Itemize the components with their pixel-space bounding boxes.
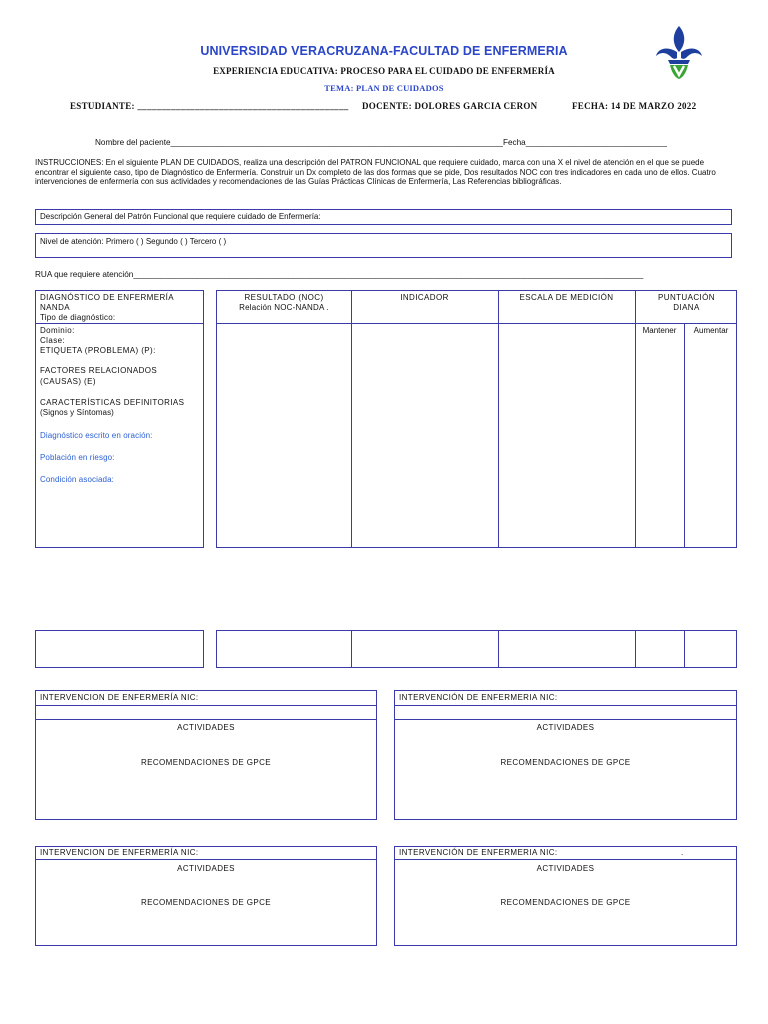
patient-name-field[interactable]: Nombre del paciente_________________________________________________________________________Fecha_______________________________ xyxy=(95,138,667,147)
intervention-2-activities: ACTIVIDADES xyxy=(536,723,595,732)
experience-subtitle: EXPERIENCIA EDUCATIVA: PROCESO PARA EL CUIDADO DE ENFERMERÍA xyxy=(213,66,555,76)
noc-table-2[interactable] xyxy=(216,630,737,668)
uv-logo xyxy=(650,22,708,80)
care-level-label: Nivel de atención: Primero ( ) Segundo ( ) Tercero ( ) xyxy=(40,237,227,246)
clase-label: Clase: xyxy=(40,336,66,345)
intervention-1-recommendations: RECOMENDACIONES DE GPCE xyxy=(140,758,272,767)
noc-table[interactable] xyxy=(216,290,737,548)
intervention-4-recommendations: RECOMENDACIONES DE GPCE xyxy=(500,898,631,907)
student-field[interactable]: ESTUDIANTE: ____________________________________________ xyxy=(70,101,349,111)
docente-label: DOCENTE: DOLORES GARCIA CERON xyxy=(362,101,538,111)
intervention-box-1[interactable] xyxy=(35,690,377,820)
causas-label: (CAUSAS) (E) xyxy=(40,377,96,386)
pattern-description-label: Descripción General del Patrón Funcional que requiere cuidado de Enfermería: xyxy=(40,212,321,221)
dominio-label: Dominio: xyxy=(40,326,75,335)
intervention-4-dot: . xyxy=(681,848,684,857)
population-risk-label: Población en riesgo: xyxy=(40,453,115,462)
noc-result-header: RESULTADO (NOC) xyxy=(244,293,324,302)
intervention-box-2[interactable] xyxy=(394,690,737,820)
signos-label: (Signos y Síntomas) xyxy=(40,408,114,417)
intervention-4-title: INTERVENCIÓN DE ENFERMERIA NIC: xyxy=(399,848,558,857)
etiqueta-label: ETIQUETA (PROBLEMA) (P): xyxy=(40,346,156,355)
diagnosis-box-2[interactable] xyxy=(35,630,204,668)
intervention-3-activities: ACTIVIDADES xyxy=(177,864,235,873)
diana-header: DIANA xyxy=(673,303,700,312)
rua-field[interactable]: RUA que requiere atención________________________________________________________________________________________________________________ xyxy=(35,270,644,279)
scale-header: ESCALA DE MEDICIÓN xyxy=(519,293,614,302)
instructions-text: INSTRUCCIONES: En el siguiente PLAN DE CUIDADOS, realiza una descripción del PATRON FUNCIONAL que requiere cuidado, marca con una X el nivel de atención en el que se puede encontrar el siguiente caso, tipo de Diagnóstico de Enfermería. Construir un Dx completo de las dos formas que se pide, Dos resultados NOC con tres indicadores en cada uno de ellos. Cuatro intervenciones de enfermería con sus actividades y recomendaciones de las Guías Prácticas Clínicas de Enfermería, Las Referencias bibliográficas. xyxy=(35,158,716,187)
university-title: UNIVERSIDAD VERACRUZANA-FACULTAD DE ENFERMERIA xyxy=(200,44,568,58)
intervention-box-3[interactable] xyxy=(35,846,377,946)
intervention-4-activities: ACTIVIDADES xyxy=(536,864,595,873)
increase-header: Aumentar xyxy=(693,326,729,335)
indicator-header: INDICADOR xyxy=(400,293,449,302)
maintain-header: Mantener xyxy=(642,326,677,335)
pattern-description-box[interactable] xyxy=(35,209,732,225)
tema-line: TEMA: PLAN DE CUIDADOS xyxy=(324,83,444,93)
factores-label: FACTORES RELACIONADOS xyxy=(40,366,158,375)
associated-condition-label: Condición asociada: xyxy=(40,475,114,484)
intervention-1-title: INTERVENCION DE ENFERMERÍA NIC: xyxy=(40,693,199,702)
intervention-box-4[interactable] xyxy=(394,846,737,946)
intervention-1-activities: ACTIVIDADES xyxy=(177,723,235,732)
diagnosis-header-2: NANDA xyxy=(40,303,71,312)
noc-nanda-relation: Relación NOC-NANDA . xyxy=(239,303,329,312)
intervention-3-recommendations: RECOMENDACIONES DE GPCE xyxy=(140,898,272,907)
intervention-2-title: INTERVENCIÓN DE ENFERMERIA NIC: xyxy=(399,693,558,702)
fecha-label: FECHA: 14 DE MARZO 2022 xyxy=(572,101,697,111)
target-score-header: PUNTUACIÓN xyxy=(658,293,715,302)
intervention-2-recommendations: RECOMENDACIONES DE GPCE xyxy=(500,758,631,767)
intervention-3-title: INTERVENCION DE ENFERMERÍA NIC: xyxy=(40,848,199,857)
diagnosis-header-1: DIAGNÓSTICO DE ENFERMERÍA xyxy=(40,293,175,302)
diagnosis-box[interactable] xyxy=(35,290,204,548)
diagnosis-sentence-label: Diagnóstico escrito en oración: xyxy=(40,431,153,440)
caracteristicas-label: CARACTERÍSTICAS DEFINITORIAS xyxy=(40,398,185,407)
care-level-box[interactable] xyxy=(35,233,732,258)
fleur-de-lis-icon xyxy=(650,22,708,80)
diagnosis-type: Tipo de diagnóstico: xyxy=(40,313,116,322)
